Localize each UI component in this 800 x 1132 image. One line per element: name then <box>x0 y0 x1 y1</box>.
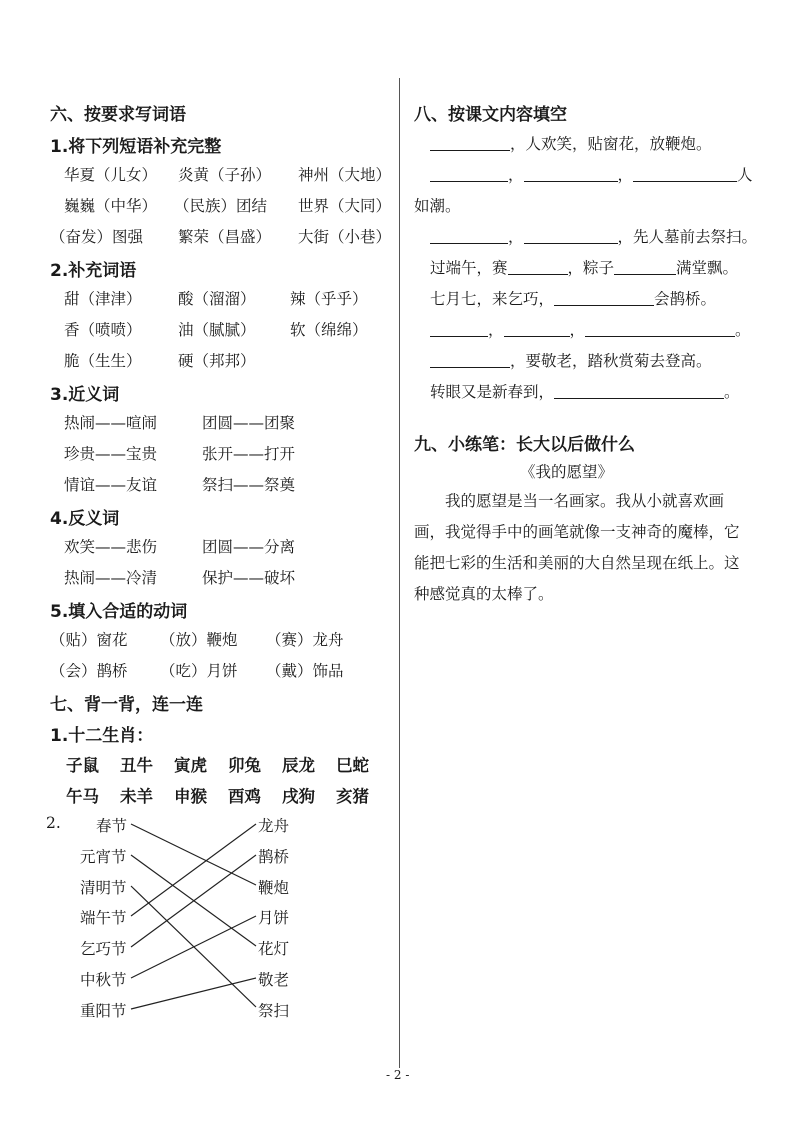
q3-cell: 团圆——团聚 <box>202 414 296 432</box>
q2-cell: 脆（生生） <box>64 352 142 370</box>
fill-line-5: 过端午，赛 ，粽子 满堂飘。 <box>430 259 739 277</box>
q5-title: 5.填入合适的动词 <box>50 602 188 622</box>
essay-body: 我的愿望是当一名画家。我从小就喜欢画画，我觉得手中的画笔就像一支神奇的魔棒，它能把七彩的生活和美丽的大自然呈现在纸上。这种感觉真的太棒了。 <box>414 492 740 603</box>
q1-cell: （民族）团结 <box>174 197 268 215</box>
zodiac-item: 酉鸡 <box>228 787 261 806</box>
answer-blank[interactable] <box>430 227 508 244</box>
zodiac-item: 午马 <box>66 787 99 806</box>
q1-cell: （奋发）图强 <box>50 228 144 246</box>
answer-blank[interactable] <box>430 134 510 151</box>
fill-line-7: ， ， 。 <box>430 318 751 340</box>
match-line <box>131 824 256 885</box>
q5-cell: （戴）饰品 <box>266 662 344 680</box>
match-line <box>131 978 256 1009</box>
q2-cell: 酸（溜溜） <box>178 290 256 308</box>
q5-cell: （放）鞭炮 <box>160 631 238 649</box>
fill-line-6: 七月七，来乞巧， 会鹊桥。 <box>430 290 717 308</box>
fill-line-1: ，人欢笑，贴窗花，放鞭炮。 <box>430 132 712 154</box>
q1-cell: 大街（小巷） <box>298 228 392 246</box>
zodiac-item: 卯兔 <box>228 756 261 775</box>
answer-blank[interactable] <box>508 258 568 275</box>
zodiac-item: 辰龙 <box>282 756 315 775</box>
match-line <box>131 824 256 916</box>
q4-cell: 热闹——冷清 <box>64 569 158 587</box>
q1-cell: 世界（大同） <box>298 197 392 215</box>
section-7-title: 七、背一背，连一连 <box>50 695 203 715</box>
zodiac-title: 1.十二生肖： <box>50 726 154 746</box>
custom-item: 鹊桥 <box>258 848 290 866</box>
answer-blank[interactable] <box>430 351 510 368</box>
answer-blank[interactable] <box>504 320 570 337</box>
q3-cell: 张开——打开 <box>202 445 296 463</box>
q2-cell: 软（绵绵） <box>290 321 368 339</box>
answer-blank[interactable] <box>554 289 654 306</box>
section-9-title: 九、小练笔：长大以后做什么 <box>414 435 635 455</box>
match-number: 2. <box>46 814 61 832</box>
q1-title: 1.将下列短语补充完整 <box>50 137 222 157</box>
q2-title: 2.补充词语 <box>50 261 137 281</box>
answer-blank[interactable] <box>633 165 737 182</box>
page-number: - 2 - <box>386 1068 410 1082</box>
fill-line-3: 如潮。 <box>414 197 461 215</box>
section-8-title: 八、按课文内容填空 <box>414 105 567 125</box>
q5-cell: （会）鹊桥 <box>50 662 128 680</box>
q4-title: 4.反义词 <box>50 509 120 529</box>
q1-cell: 巍巍（中华） <box>64 197 158 215</box>
zodiac-item: 亥猪 <box>336 787 369 806</box>
custom-item: 龙舟 <box>258 817 290 835</box>
zodiac-item: 巳蛇 <box>336 756 369 775</box>
q2-cell: 辣（乎乎） <box>290 290 368 308</box>
q2-cell: 香（喷喷） <box>64 321 142 339</box>
q1-cell: 炎黄（子孙） <box>178 166 272 184</box>
q5-cell: （吃）月饼 <box>160 662 238 680</box>
festival-item: 春节 <box>96 817 128 835</box>
zodiac-item: 丑牛 <box>120 756 153 775</box>
zodiac-item: 未羊 <box>120 787 153 806</box>
answer-blank[interactable] <box>554 382 724 399</box>
fill-line-2: ， ， 人 <box>430 163 753 185</box>
q5-cell: （赛）龙舟 <box>266 631 344 649</box>
q4-cell: 保护——破坏 <box>202 569 296 587</box>
q3-cell: 珍贵——宝贵 <box>64 445 158 463</box>
answer-blank[interactable] <box>430 320 488 337</box>
festival-item: 重阳节 <box>80 1002 127 1020</box>
essay-title: 《我的愿望》 <box>520 463 614 481</box>
fill-line-4: ， ，先人墓前去祭扫。 <box>430 225 757 247</box>
custom-item: 月饼 <box>258 909 290 927</box>
custom-item: 祭扫 <box>258 1002 290 1020</box>
answer-blank[interactable] <box>614 258 676 275</box>
fill-line-9: 转眼又是新春到， 。 <box>430 383 740 401</box>
zodiac-item: 子鼠 <box>66 756 99 775</box>
custom-item: 花灯 <box>258 940 290 958</box>
q2-cell: 甜（津津） <box>64 290 142 308</box>
festival-item: 元宵节 <box>80 848 127 866</box>
festival-item: 端午节 <box>80 909 127 927</box>
q2-cell: 硬（邦邦） <box>178 352 256 370</box>
match-line <box>131 916 256 978</box>
q2-cell: 油（腻腻） <box>178 321 256 339</box>
q1-cell: 华夏（儿女） <box>64 166 158 184</box>
festival-item: 清明节 <box>80 879 127 897</box>
q3-title: 3.近义词 <box>50 385 120 405</box>
answer-blank[interactable] <box>524 227 618 244</box>
answer-blank[interactable] <box>524 165 618 182</box>
answer-blank[interactable] <box>430 165 508 182</box>
zodiac-item: 戌狗 <box>282 787 315 806</box>
zodiac-item: 寅虎 <box>174 756 207 775</box>
q1-cell: 神州（大地） <box>298 166 392 184</box>
festival-item: 乞巧节 <box>80 940 127 958</box>
q3-cell: 祭扫——祭奠 <box>202 476 296 494</box>
custom-item: 敬老 <box>258 971 290 989</box>
q4-cell: 欢笑——悲伤 <box>64 538 158 556</box>
custom-item: 鞭炮 <box>258 879 290 897</box>
q3-cell: 热闹——喧闹 <box>64 414 158 432</box>
q4-cell: 团圆——分离 <box>202 538 296 556</box>
festival-item: 中秋节 <box>80 971 127 989</box>
q5-cell: （贴）窗花 <box>50 631 128 649</box>
fill-line-8: ，要敬老，踏秋赏菊去登高。 <box>430 349 712 371</box>
q3-cell: 情谊——友谊 <box>64 476 158 494</box>
zodiac-item: 申猴 <box>174 787 207 806</box>
section-6-title: 六、按要求写词语 <box>50 105 186 125</box>
answer-blank[interactable] <box>585 320 735 337</box>
q1-cell: 繁荣（昌盛） <box>178 228 272 246</box>
